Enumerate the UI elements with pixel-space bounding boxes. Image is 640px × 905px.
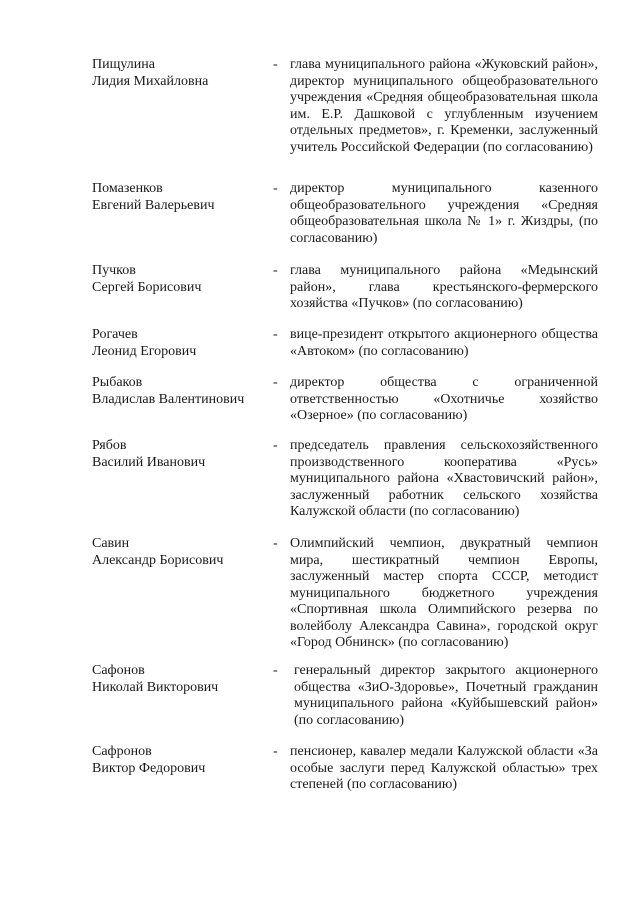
member-given-names: Леонид Егорович (92, 343, 197, 359)
member-name (92, 57, 267, 90)
member-position: пенсионер, кавалер медали Калужской области «За особые заслуги перед Калужской областью» трех степеней (по согласованию) (290, 744, 598, 792)
member-given-names: Сергей Борисович (92, 279, 202, 295)
member-position: генеральный директор закрытого акционерного общества «ЗиО-Здоровье», Почетный гражданин муниципального района «Куйбышевский район» (по согласованию) (294, 663, 598, 728)
member-surname: Рогачев (92, 327, 138, 342)
entry-dash: - (273, 263, 278, 278)
member-surname: Сафонов (92, 663, 145, 678)
entry-dash: - (273, 663, 278, 678)
member-position: председатель правления сельскохозяйственного производственного кооператива «Русь» муниципального района «Хвастовичский район», заслуженный работник сельского хозяйства Калужской области (по согласованию) (290, 438, 598, 519)
member-surname: Савин (92, 536, 130, 551)
member-surname: Помазенков (92, 181, 163, 196)
entry-dash: - (273, 181, 278, 196)
member-position: директор муниципального казенного общеобразовательного учреждения «Средняя общеобразовательная школа № 1» г. Жиздры, (по согласованию) (290, 181, 598, 246)
entry-dash: - (273, 375, 278, 390)
member-name (92, 327, 267, 360)
member-given-names: Николай Викторович (92, 679, 219, 695)
member-name (92, 536, 267, 569)
member-given-names: Лидия Михайловна (92, 73, 209, 89)
entry-dash: - (273, 536, 278, 551)
member-surname: Пучков (92, 263, 136, 278)
member-surname: Сафронов (92, 744, 152, 759)
member-given-names: Василий Иванович (92, 454, 206, 470)
member-given-names: Виктор Федорович (92, 760, 206, 776)
member-name (92, 263, 267, 296)
entry-dash: - (273, 327, 278, 342)
member-name (92, 663, 267, 696)
member-name (92, 438, 267, 471)
entry-dash: - (273, 744, 278, 759)
member-given-names: Евгений Валерьевич (92, 197, 215, 213)
member-position: вице-президент открытого акционерного общества «Автоком» (по согласованию) (290, 327, 598, 359)
member-position: глава муниципального района «Жуковский район», директор муниципального общеобразовательного учреждения «Средняя общеобразовательная школа им. Е.Р. Дашковой с углубленным изучением отдельных предметов», г. Кременки, заслуженный учитель Российской Федерации (по согласованию) (290, 57, 598, 155)
member-position: директор общества с ограниченной ответственностью «Охотничье хозяйство «Озерное» (по согласованию) (290, 375, 598, 423)
member-given-names: Владислав Валентинович (92, 391, 245, 407)
entry-dash: - (273, 57, 278, 72)
member-surname: Рыбаков (92, 375, 143, 390)
entry-dash: - (273, 438, 278, 453)
member-name (92, 181, 267, 214)
member-position: Олимпийский чемпион, двукратный чемпион мира, шестикратный чемпион Европы, заслуженный мастер спорта СССР, методист муниципального бюджетного учреждения «Спортивная школа Олимпийского резерва по волейболу Александра Савина», городской округ «Город Обнинск» (по согласованию) (290, 536, 598, 650)
member-position: глава муниципального района «Медынский район», глава крестьянского-фермерского хозяйства «Пучков» (по согласованию) (290, 263, 598, 311)
member-name (92, 375, 267, 408)
member-name (92, 744, 267, 777)
member-given-names: Александр Борисович (92, 552, 224, 568)
member-surname: Пищулина (92, 57, 155, 72)
member-surname: Рябов (92, 438, 127, 453)
